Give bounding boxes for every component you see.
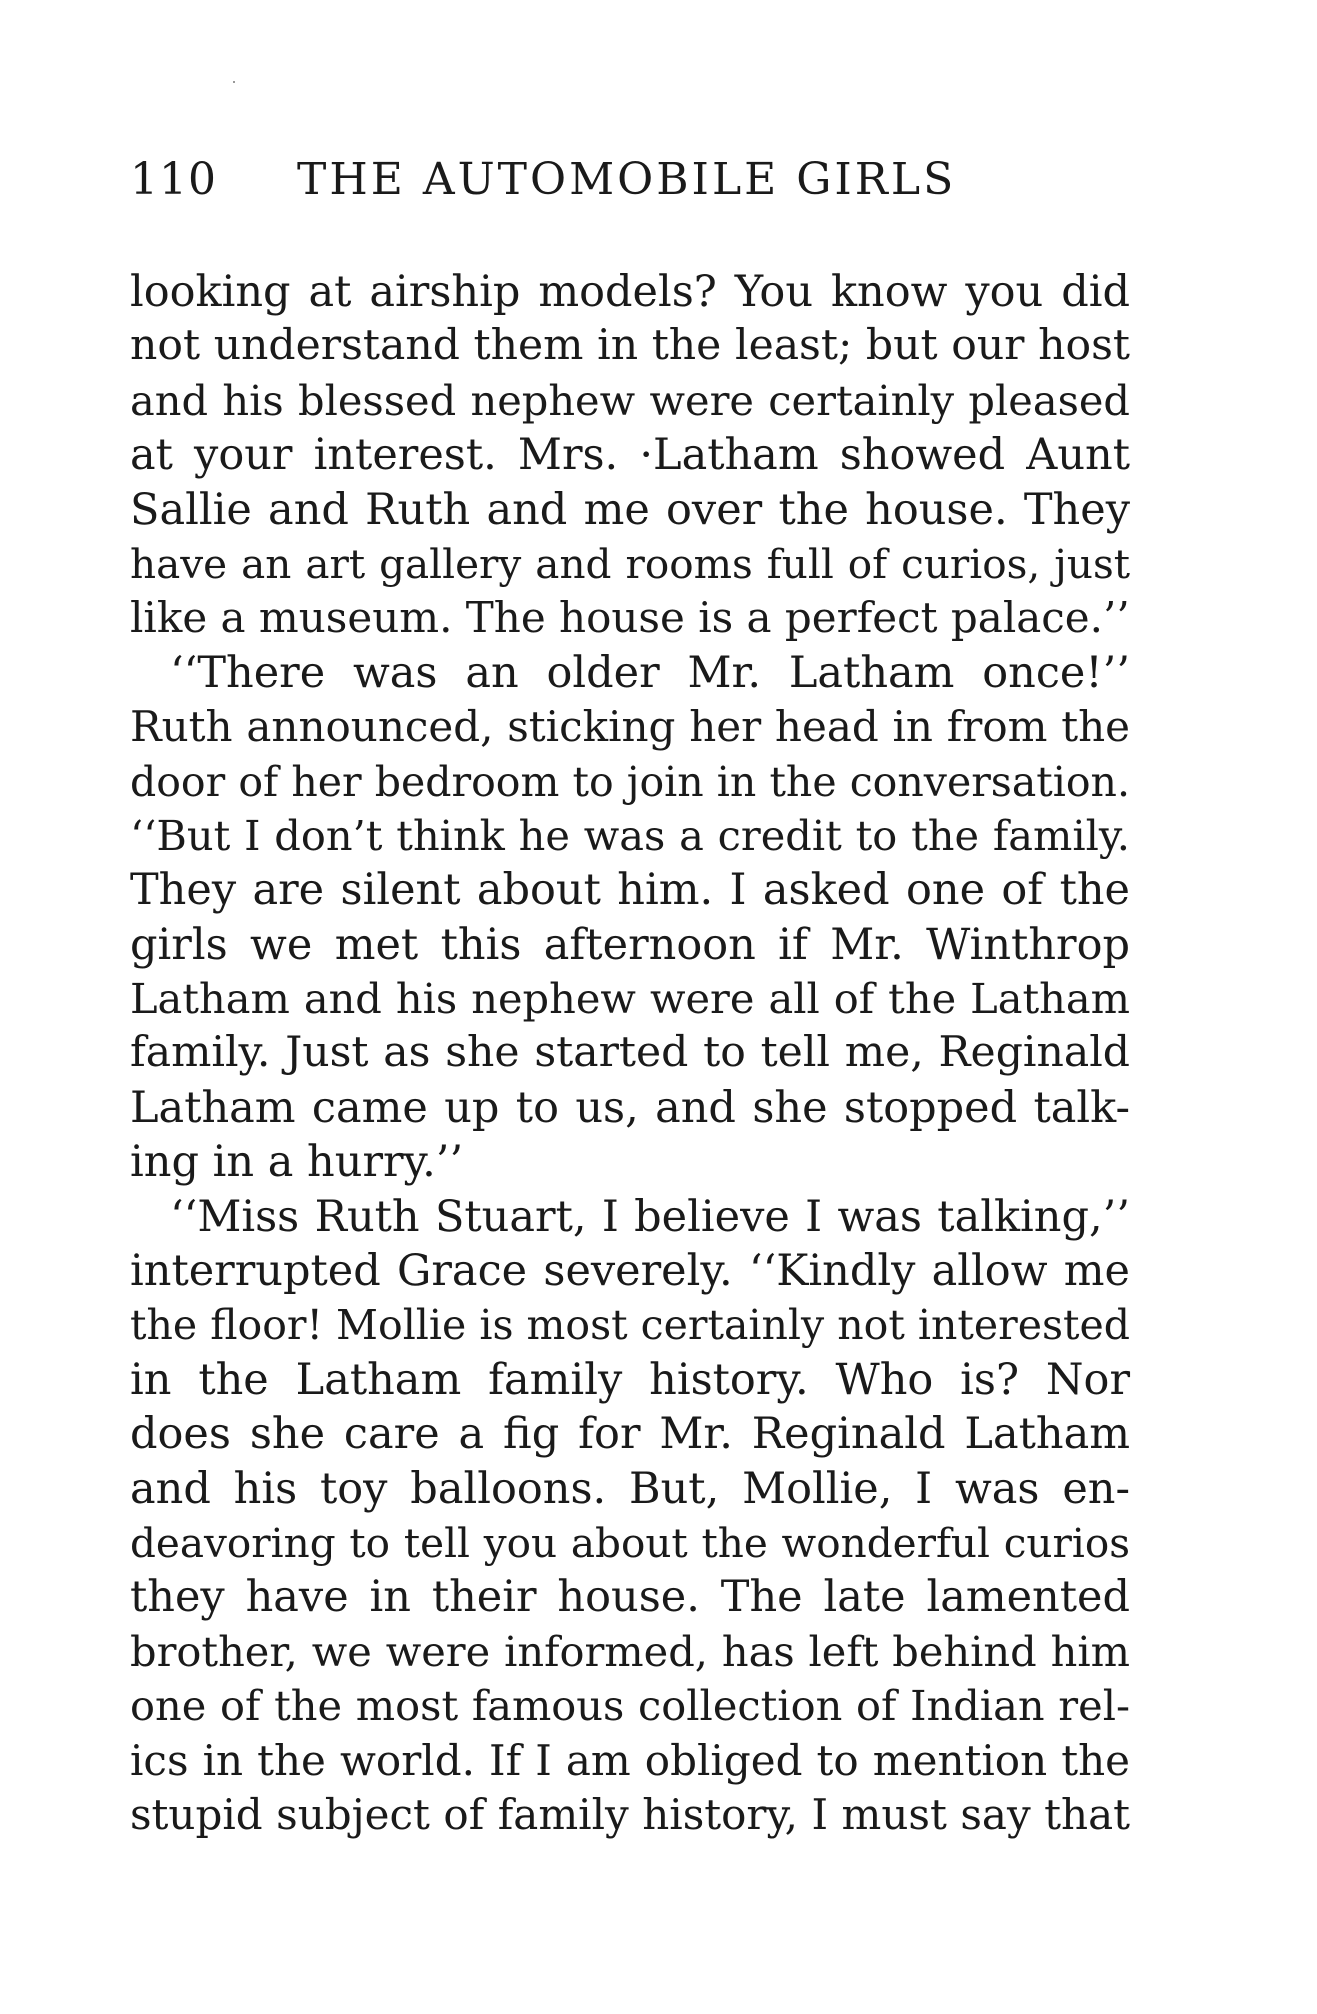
text-line: at your interest. Mrs. ·Latham showed Aunt: [130, 430, 1130, 481]
text-line: not understand them in the least; but our host: [130, 321, 1130, 371]
text-line: they have in their house. The late lamented: [130, 1572, 1130, 1623]
text-line: have an art gallery and rooms full of curios, just: [130, 539, 1130, 588]
text-line: door of her bedroom to join in the conversation.: [130, 757, 1130, 806]
text-line: They are silent about him. I asked one of the: [130, 865, 1130, 916]
text-line: Latham came up to us, and she stopped talk-: [130, 1082, 1130, 1133]
text-line: and his toy balloons. But, Mollie, I was en-: [130, 1463, 1130, 1514]
running-title: THE AUTOMOBILE GIRLS: [297, 154, 957, 205]
text-line: ing in a hurry.’’: [130, 1137, 464, 1188]
text-line: like a museum. The house is a perfect palace.’’: [130, 593, 1130, 643]
text-line: ‘‘But I don’t think he was a credit to the family.: [130, 810, 1130, 860]
text-line: and his blessed nephew were certainly pleased: [130, 375, 1130, 425]
text-line: does she care a fig for Mr. Reginald Latham: [130, 1409, 1130, 1460]
text-line: looking at airship models? You know you did: [130, 267, 1130, 317]
text-line: Sallie and Ruth and me over the house. They: [130, 484, 1130, 535]
body-text: [130, 265, 1130, 1842]
text-line: in the Latham family history. Who is? Nor: [130, 1354, 1130, 1405]
text-line: deavoring to tell you about the wonderful curios: [130, 1518, 1130, 1567]
text-line: one of the most famous collection of Indian rel-: [130, 1681, 1130, 1731]
text-line: interrupted Grace severely. ‘‘Kindly allow me: [130, 1246, 1130, 1297]
text-line: ‘‘Miss Ruth Stuart, I believe I was talking,’’: [170, 1191, 1130, 1242]
text-line: girls we met this afternoon if Mr. Winthrop: [130, 919, 1130, 970]
text-line: the floor! Mollie is most certainly not interested: [130, 1301, 1130, 1350]
text-line: stupid subject of family history, I must say that: [130, 1789, 1130, 1839]
print-speck: [233, 81, 235, 83]
text-line: family. Just as she started to tell me, Reginald: [130, 1028, 1130, 1078]
page-number: 110: [130, 154, 217, 205]
running-head: [130, 150, 1130, 210]
text-line: Latham and his nephew were all of the Latham: [130, 974, 1130, 1024]
text-line: brother, we were informed, has left behind him: [130, 1626, 1130, 1676]
text-line: ics in the world. If I am obliged to mention the: [130, 1735, 1130, 1785]
text-line: ‘‘There was an older Mr. Latham once!’’: [170, 647, 1130, 698]
text-line: Ruth announced, sticking her head in from the: [130, 702, 1130, 752]
